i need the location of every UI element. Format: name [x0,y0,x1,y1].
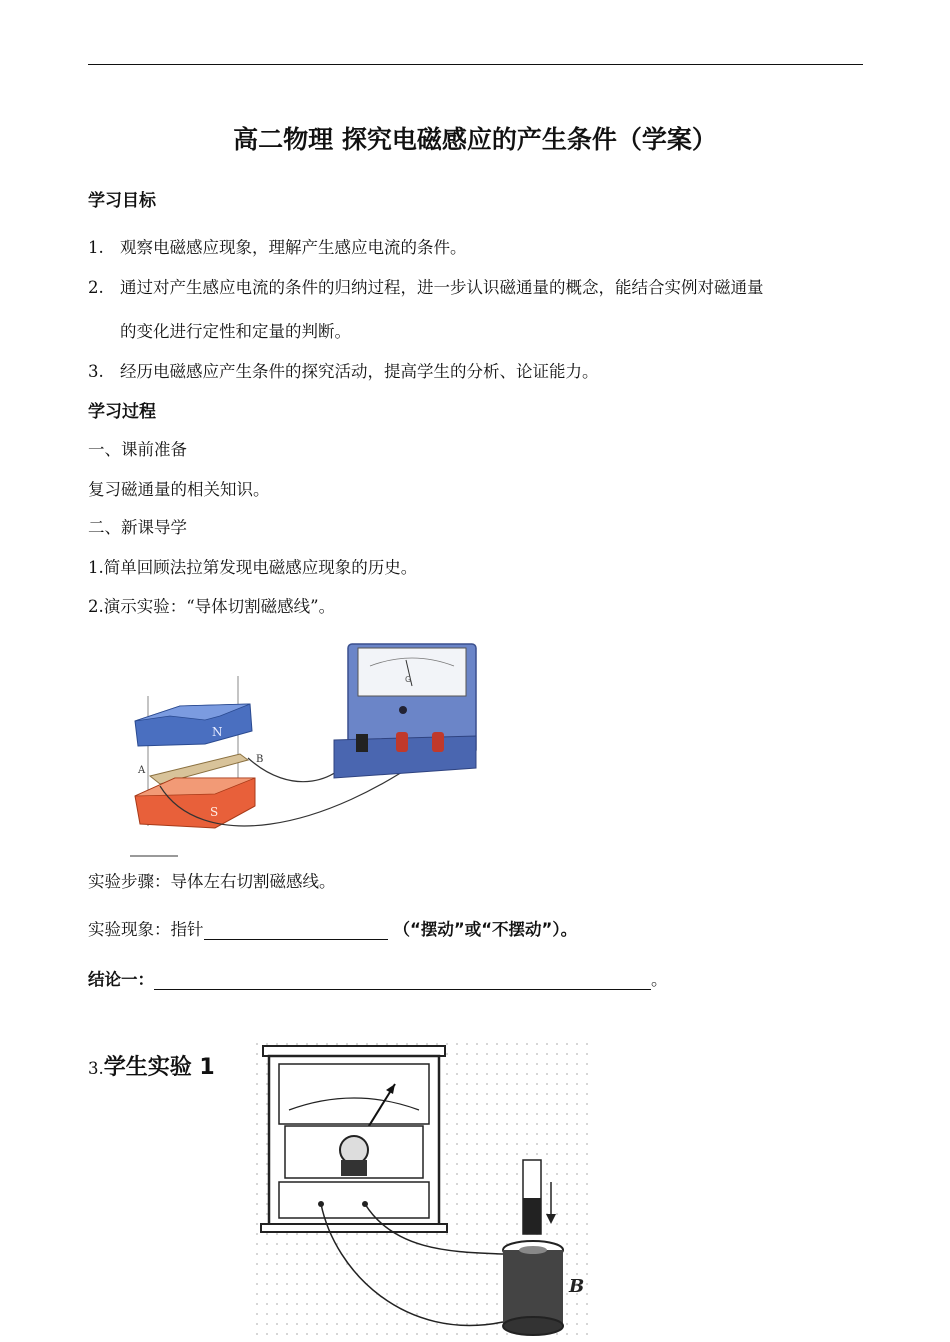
label-a: A [138,765,146,776]
conclusion-blank[interactable] [154,971,651,990]
new-lesson-heading: 二、新课导学 [88,518,187,537]
header-rule [88,64,863,65]
phenomenon-hint: （“摆动”或“不摆动”）。 [393,920,578,939]
goal-item-2 [88,274,764,298]
prep-text: 复习磁通量的相关知识。 [88,480,270,499]
conclusion-label: 结论一： [88,970,154,989]
demo-figure [120,636,490,866]
process-heading: 学习过程 [88,402,156,422]
goal-text: 观察电磁感应现象，理解产生感应电流的条件。 [120,238,467,257]
goal-number: 2. [88,278,104,297]
phenomenon-line [88,916,577,940]
goal-item-1 [88,234,467,258]
goal-text: 经历电磁感应产生条件的探究活动，提高学生的分析、论证能力。 [120,362,599,381]
conclusion-end: 。 [651,970,668,989]
goal-item-3 [88,358,599,382]
student-exp-label: 学生实验 1 [103,1055,215,1080]
page-title: 高二物理 探究电磁感应的产生条件（学案） [233,125,717,154]
step-1: 1.简单回顾法拉第发现电磁感应现象的历史。 [88,558,418,577]
phenomenon-label: 实验现象：指针 [88,920,204,939]
conclusion-line [88,966,668,990]
magnet-s-label: S [210,805,219,819]
goal-number: 1. [88,238,104,257]
goal-text: 通过对产生感应电流的条件的归纳过程，进一步认识磁通量的概念，能结合实例对磁通量 [120,278,764,297]
student-exp-number: 3. [88,1059,104,1078]
goal-item-2-continued: 的变化进行定性和定量的判断。 [120,322,351,341]
prep-heading: 一、课前准备 [88,440,187,459]
coil-label: B [569,1276,585,1297]
magnet-n-label: N [212,725,223,739]
step-2: 2.演示实验：“导体切割磁感线”。 [88,597,336,616]
meter-label: G [405,675,412,684]
student-experiment-figure [255,1042,590,1342]
label-b: B [256,754,264,765]
goals-heading: 学习目标 [88,191,156,211]
experiment-steps: 实验步骤：导体左右切割磁感线。 [88,872,336,891]
phenomenon-blank[interactable] [204,921,388,940]
goal-number: 3. [88,362,104,381]
student-experiment-heading [88,1050,215,1081]
